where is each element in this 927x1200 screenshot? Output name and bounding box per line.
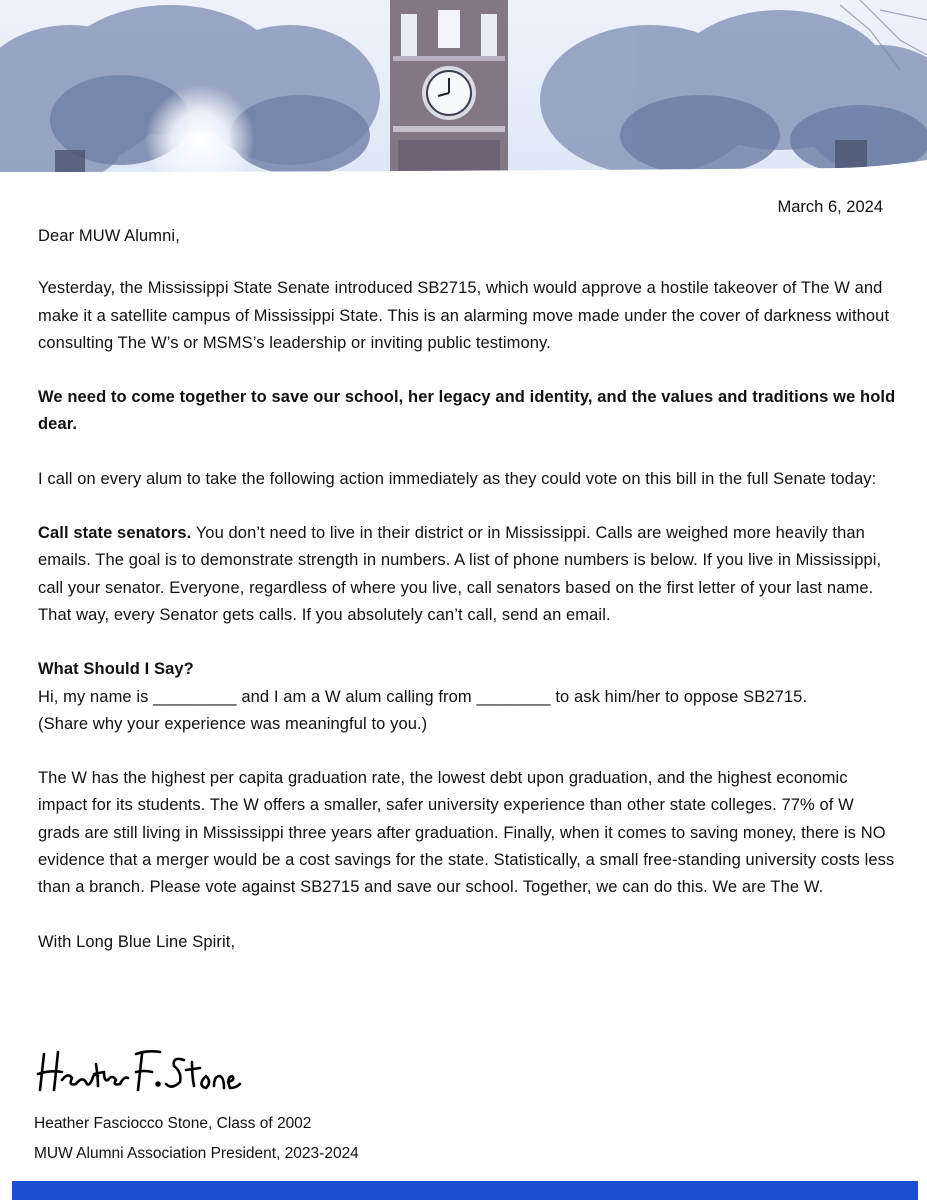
signer-title: MUW Alumni Association President, 2023-2024 — [34, 1145, 359, 1162]
closing: With Long Blue Line Spirit, — [38, 932, 236, 951]
call-senators-lead: Call state senators. — [38, 524, 192, 543]
paragraph-action-intro: I call on every alum to take the following action immediately as they could vote on this bill in the full Senate today: — [38, 469, 877, 488]
paragraph-call-to-unite: We need to come together to save our school, her legacy and identity, and the values and traditions we hold dear. — [38, 388, 896, 434]
paragraph-call-senators — [38, 520, 896, 629]
paragraph-facts: The W has the highest per capita graduation rate, the lowest debt upon graduation, and the highest economic impact for its students. The W offers a smaller, safer university experience than other state colleges. 77% of W grads are still living in Mississippi three years after graduation. Finally, when it comes to saving money, there is NO evidence that a merger would be a cost savings for the state. Statistically, a small free-standing university costs less than a branch. Please vote against SB2715 and save our school. Together, we can do this. We are The W. — [38, 769, 895, 897]
script-line-1: Hi, my name is _________ and I am a W alum calling from ________ to ask him/her to oppose SB2715. — [38, 687, 808, 706]
letter-body — [38, 223, 896, 956]
call-senators-body: You don’t need to live in their district or in Mississippi. Calls are weighed more heavily than emails. The goal is to demonstrate strength in numbers. A list of phone numbers is below. If you live in Mississippi, call your senator. Everyone, regardless of where you live, call senators based on the first letter of your last name. That way, every Senator gets calls. If you absolutely can’t call, send an email. — [38, 524, 882, 624]
signer-name: Heather Fasciocco Stone, Class of 2002 — [34, 1115, 312, 1132]
salutation: Dear MUW Alumni, — [38, 227, 180, 245]
footer-color-bar — [12, 1181, 918, 1200]
script-line-2: (Share why your experience was meaningful to you.) — [38, 714, 428, 733]
letter-date: March 6, 2024 — [777, 198, 883, 216]
campus-clock-tower-icon — [0, 0, 927, 175]
paragraph-takeover: Yesterday, the Mississippi State Senate introduced SB2715, which would approve a hostile takeover of The W and make it a satellite campus of Mississippi State. This is an alarming move made under the cover of darkness without consulting The W’s or MSMS’s leadership or inviting public testimony. — [38, 279, 890, 352]
header-banner-photo — [0, 0, 927, 175]
handwritten-signature — [32, 1042, 242, 1100]
script-heading: What Should I Say? — [38, 660, 194, 679]
